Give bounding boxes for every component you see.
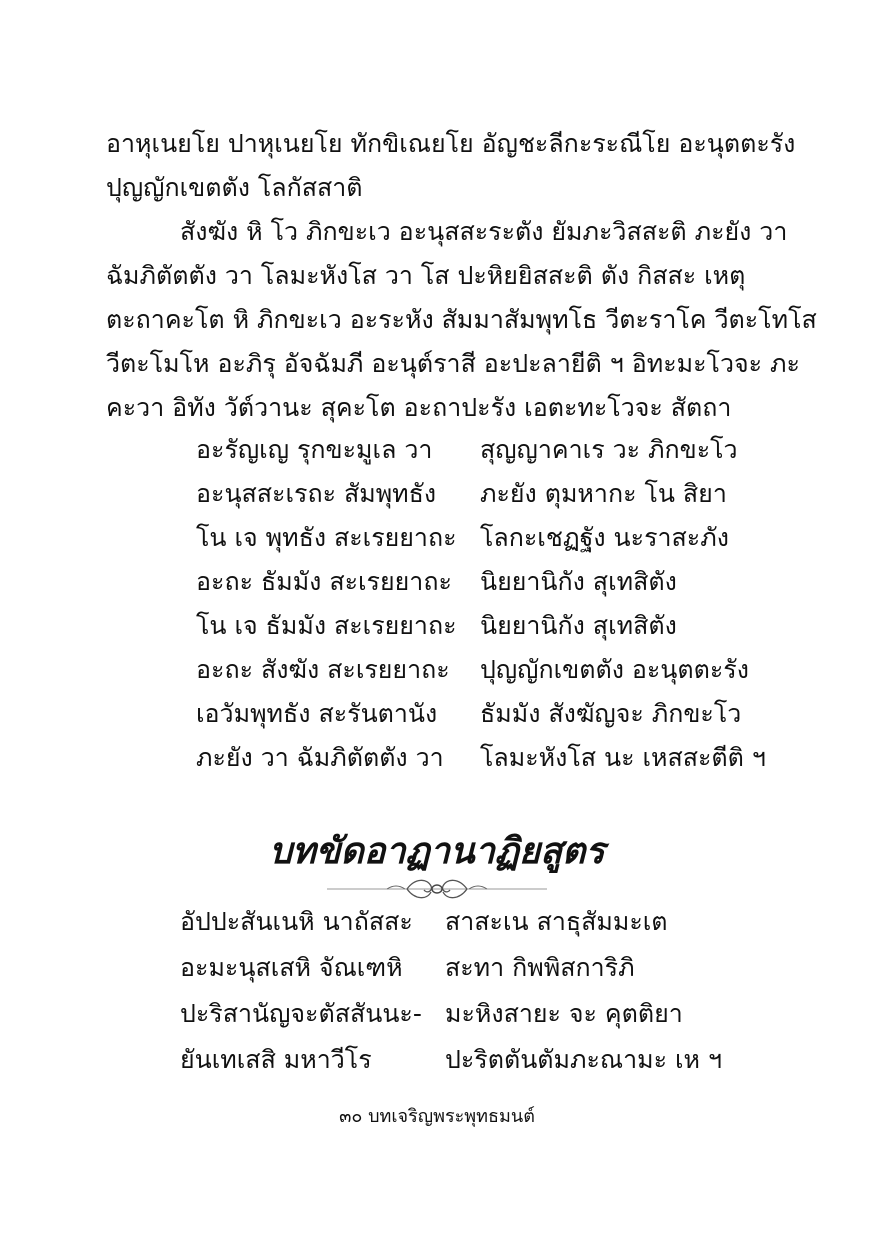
- verse-first-half: อะรัญเญ รุกขะมูเล วา: [196, 435, 433, 464]
- verse-first-half: อะมะนุสเสหิ จัณเฑหิ: [180, 953, 403, 982]
- verse-second-half: โลมะหังโส นะ เหสสะตีติ ฯ: [480, 743, 766, 772]
- verse-second-half: มะหิงสายะ จะ คุตติยา: [445, 999, 683, 1028]
- prose-line: สังฆัง หิ โว ภิกขะเว อะนุสสะระตัง ยัมภะวิสสะติ ภะยัง วา: [180, 217, 788, 246]
- verse-second-half: ปะริตตันตัมภะณามะ เห ฯ: [445, 1045, 723, 1074]
- verse-second-half: ภะยัง ตุมหากะ โน สิยา: [480, 479, 727, 508]
- prose-line: อาหุเนยโย ปาหุเนยโย ทักขิเณยโย อัญชะลีกะระณีโย อะนุตตะรัง: [106, 129, 796, 158]
- prose-line: ฉัมภิตัตตัง วา โลมะหังโส วา โส ปะหิยยิสสะติ ตัง กิสสะ เหตุ: [106, 261, 746, 290]
- section-title: บทขัดอาฏานาฏิยสูตร: [269, 830, 605, 872]
- verse-row: [180, 946, 874, 990]
- prose-line: ปุญญักเขตตัง โลกัสสาติ: [106, 173, 363, 202]
- verse-first-half: โน เจ พุทธัง สะเรยยาถะ: [196, 523, 457, 552]
- verse-second-half: นิยยานิกัง สุเทสิตัง: [480, 611, 677, 640]
- verse-first-half: อะถะ ธัมมัง สะเรยยาถะ: [196, 567, 452, 596]
- verse-second-half: สาสะเน สาธุสัมมะเต: [445, 907, 668, 936]
- verse-second-half: นิยยานิกัง สุเทสิตัง: [480, 567, 677, 596]
- verse-row: [180, 992, 874, 1036]
- verse-second-half: สุญญาคาเร วะ ภิกขะโว: [480, 435, 738, 464]
- verse-row: [196, 692, 874, 736]
- verse-first-half: ยันเทเสสิ มหาวีโร: [180, 1045, 372, 1074]
- prose-line: วีตะโมโห อะภิรุ อัจฉัมภี อะนุต์ราสี อะปะลายีติ ฯ อิทะมะโวจะ ภะ: [106, 349, 800, 378]
- verse-first-half: อัปปะสันเนหิ นาถัสสะ: [180, 907, 413, 936]
- verse-second-half: ธัมมัง สังฆัญจะ ภิกขะโว: [480, 699, 742, 728]
- verse-row: [196, 472, 874, 516]
- verse-row: [180, 900, 874, 944]
- verse-first-half: ปะริสานัญจะตัสสันนะ-: [180, 999, 422, 1028]
- verse-row: [196, 736, 874, 780]
- verse-first-half: ภะยัง วา ฉัมภิตัตตัง วา: [196, 743, 444, 772]
- verse-row: [196, 428, 874, 472]
- prose-line: คะวา อิทัง วัต์วานะ สุคะโต อะถาปะรัง เอตะทะโวจะ สัตถา: [106, 393, 732, 422]
- verse-row: [180, 1038, 874, 1082]
- verse-first-half: อะนุสสะเรถะ สัมพุทธัง: [196, 479, 437, 508]
- verse-first-half: อะถะ สังฆัง สะเรยยาถะ: [196, 655, 450, 684]
- verse-first-half: โน เจ ธัมมัง สะเรยยาถะ: [196, 611, 457, 640]
- prose-line: ตะถาคะโต หิ ภิกขะเว อะระหัง สัมมาสัมพุทโธ วีตะราโค วีตะโทโส: [106, 305, 817, 334]
- verse-second-half: สะทา กิพพิสการิภิ: [445, 953, 635, 982]
- verse-row: [196, 648, 874, 692]
- verse-second-half: ปุญญักเขตตัง อะนุตตะรัง: [480, 655, 749, 684]
- verse-row: [196, 604, 874, 648]
- verse-row: [196, 516, 874, 560]
- prose-block: [106, 122, 817, 430]
- verse-row: [196, 560, 874, 604]
- verse-second-half: โลกะเชฏฐัง นะราสะภัง: [480, 523, 729, 552]
- page-footer: ๓๐ บทเจริญพระพุทธมนต์: [339, 1106, 535, 1127]
- verse-first-half: เอวัมพุทธัง สะรันตานัง: [196, 699, 438, 728]
